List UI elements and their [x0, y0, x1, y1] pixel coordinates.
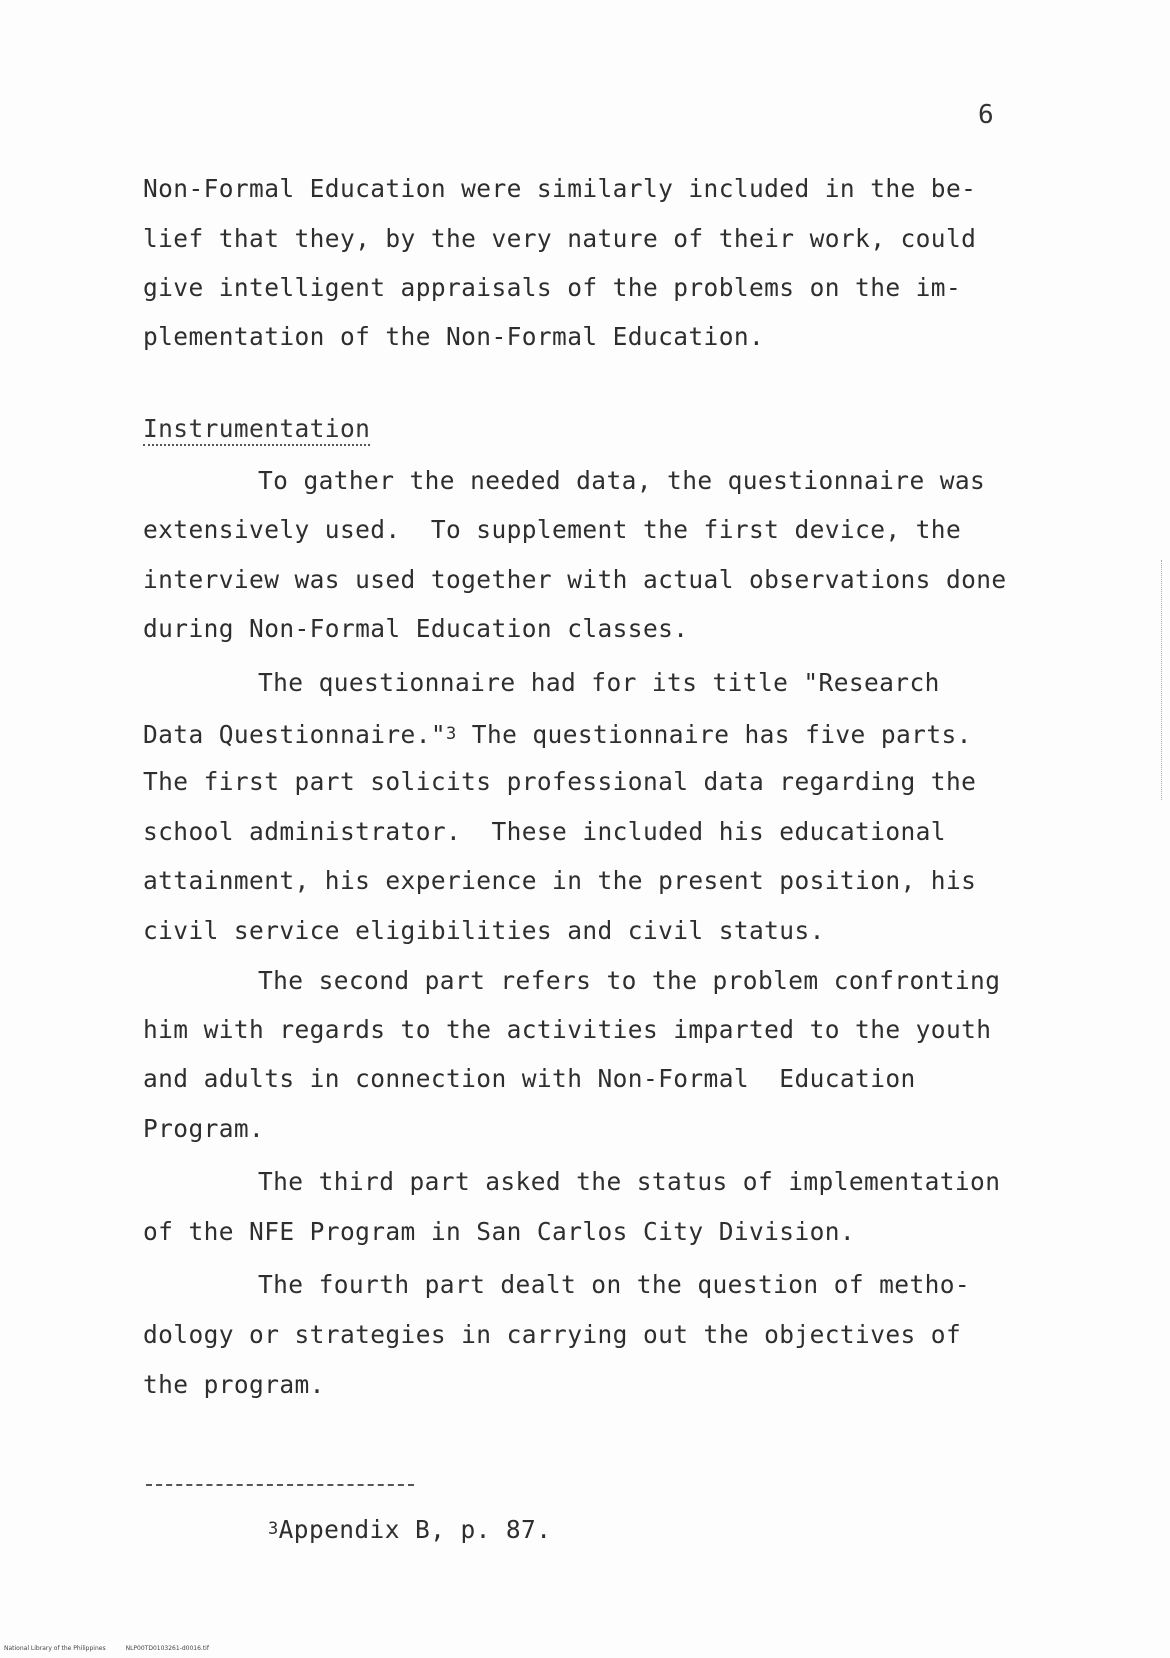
para2-line-3: The first part solicits professional data regarding the	[143, 767, 977, 796]
footnote-reference: 3	[446, 724, 457, 744]
para4-line-1: The third part asked the status of implementation	[258, 1167, 1001, 1196]
para3-line-1: The second part refers to the problem confronting	[258, 966, 1001, 995]
opening-line-4: plementation of the Non-Formal Education.	[143, 322, 765, 351]
footnote-text: Appendix B, p. 87.	[278, 1515, 552, 1544]
para2-line-4: school administrator. These included his educational	[143, 817, 946, 846]
section-heading: Instrumentation	[143, 414, 370, 446]
para1-line-2: extensively used. To supplement the first device, the	[143, 515, 962, 544]
para2-line-1: The questionnaire had for its title "Research	[258, 668, 940, 697]
para3-line-2: him with regards to the activities imparted to the youth	[143, 1015, 992, 1044]
opening-line-2: lief that they, by the very nature of their work, could	[143, 224, 977, 253]
footnote-marker: 3	[268, 1519, 279, 1539]
footer-file-id: NLP00TD0103261-d0016.tif	[125, 1645, 209, 1652]
footnote-divider	[146, 1484, 414, 1486]
para1-line-3: interview was used together with actual observations done	[143, 565, 1007, 594]
para5-line-1: The fourth part dealt on the question of metho-	[258, 1270, 971, 1299]
para2-line-5: attainment, his experience in the present position, his	[143, 866, 977, 895]
opening-line-3: give intelligent appraisals of the problems on the im-	[143, 273, 962, 302]
opening-line-1: Non-Formal Education were similarly included in the be-	[143, 174, 977, 203]
para2-line-2-before: Data Questionnaire."	[143, 720, 447, 749]
footnote	[268, 1515, 551, 1544]
para2-line-2-after: The questionnaire has five parts.	[456, 720, 972, 749]
scan-footer	[4, 1645, 229, 1652]
footer-library: National Library of the Philippines	[4, 1645, 106, 1652]
scan-margin-mark	[1159, 560, 1162, 800]
para5-line-2: dology or strategies in carrying out the objectives of	[143, 1320, 962, 1349]
para1-line-4: during Non-Formal Education classes.	[143, 614, 689, 643]
para3-line-3: and adults in connection with Non-Formal Education	[143, 1064, 916, 1093]
para2-line-6: civil service eligibilities and civil status.	[143, 916, 825, 945]
para4-line-2: of the NFE Program in San Carlos City Division.	[143, 1217, 856, 1246]
para1-line-1: To gather the needed data, the questionnaire was	[258, 466, 986, 495]
para2-line-2	[143, 720, 972, 749]
para5-line-3: the program.	[143, 1370, 325, 1399]
para3-line-4: Program.	[143, 1114, 265, 1143]
page-number: 6	[978, 100, 994, 130]
